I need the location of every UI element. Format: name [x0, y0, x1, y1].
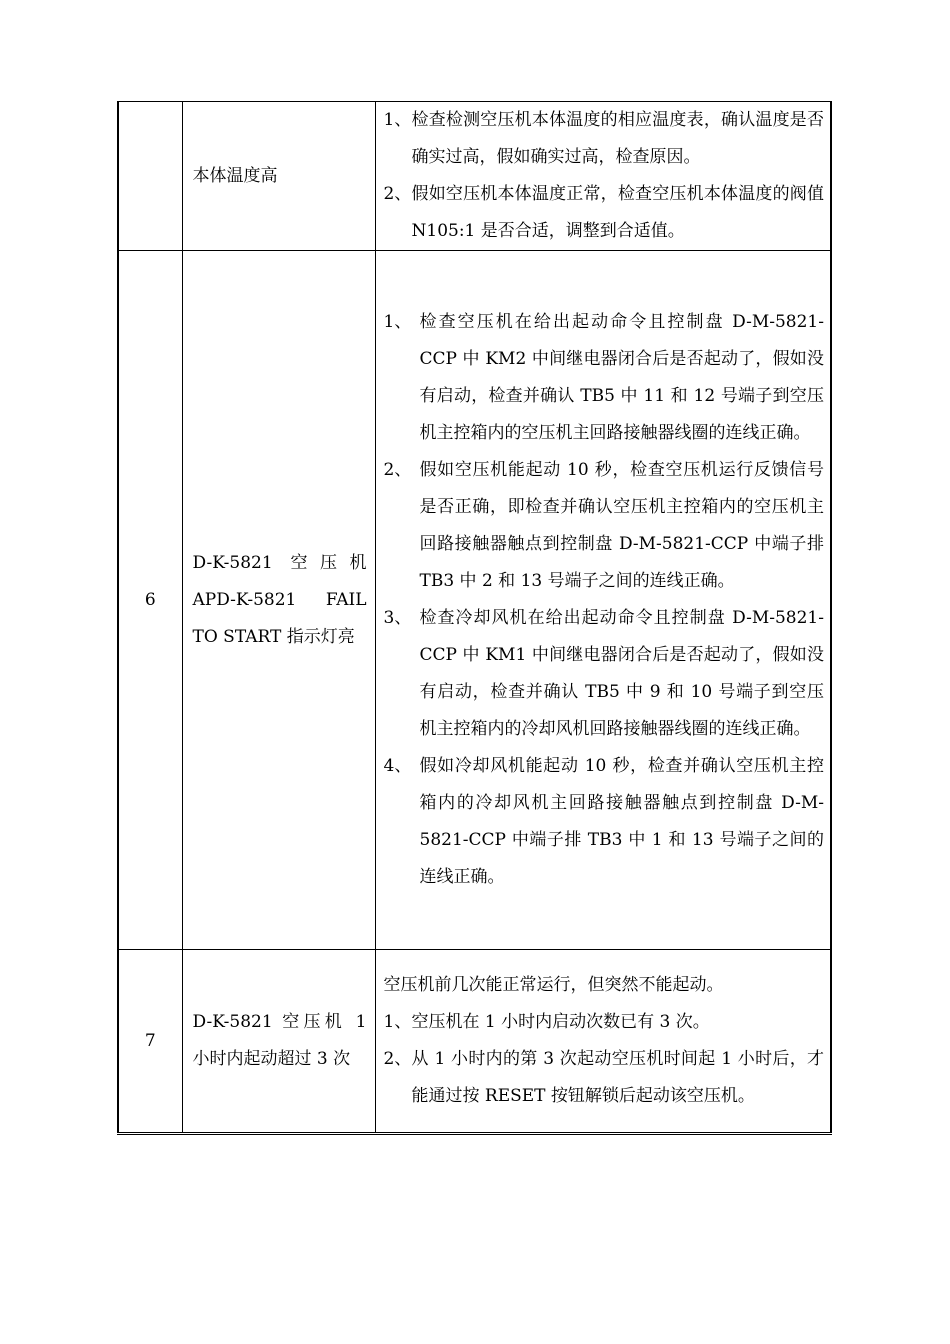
- item-text: 假如冷却风机能起动 10 秒，检查并确认空压机主控箱内的冷却风机主回路接触器触点到控制盘 D-M-5821-CCP 中端子排 TB3 中 1 和 13 号端子之间的连线正确。: [419, 756, 824, 887]
- item-marker: 1、: [383, 312, 412, 332]
- item-text: 假如空压机本体温度正常，检查空压机本体温度的阀值 N105:1 是否合适，调整到合适值。: [411, 184, 824, 241]
- fault-table: [117, 101, 832, 1135]
- item-text: 检查空压机在给出起动命令且控制盘 D-M-5821-CCP 中 KM2 中间继电器闭合后是否起动了，假如没有启动，检查并确认 TB5 中 11 和 12 号端子到空压机主控箱内的空压机主回路接触器线圈的连线正确。: [419, 312, 824, 443]
- item-marker: 4、: [383, 756, 412, 776]
- table-row: [118, 251, 831, 950]
- fault-description: 本体温度高: [182, 102, 375, 251]
- row-number: 7: [118, 950, 182, 1134]
- item-text: 从 1 小时内的第 3 次起动空压机时间起 1 小时后，才能通过按 RESET 按钮解锁后起动该空压机。: [411, 1049, 824, 1106]
- item-text: 空压机在 1 小时内启动次数已有 3 次。: [411, 1012, 710, 1032]
- action-item: [384, 176, 825, 250]
- item-marker: 1、: [383, 1012, 412, 1032]
- action-item: [384, 102, 825, 176]
- table-row: [118, 102, 831, 251]
- action-intro: 空压机前几次能正常运行，但突然不能起动。: [383, 975, 724, 995]
- table-row: [118, 950, 831, 1134]
- action-item: [384, 1004, 825, 1041]
- fault-description: D-K-5821 空压机 APD-K-5821 FAIL TO START 指示灯亮: [182, 251, 375, 950]
- fault-description: D-K-5821 空压机 1 小时内起动超过 3 次: [182, 950, 375, 1134]
- action-item: [384, 452, 825, 600]
- item-marker: 3、: [383, 608, 412, 628]
- item-marker: 2、: [383, 184, 412, 204]
- action-item: [384, 748, 825, 896]
- action-item: [384, 600, 825, 748]
- row-number: 6: [118, 251, 182, 950]
- action-cell: [375, 102, 831, 251]
- item-marker: 1、: [383, 110, 412, 130]
- item-text: 检查冷却风机在给出起动命令且控制盘 D-M-5821-CCP 中 KM1 中间继电器闭合后是否起动了，假如没有启动，检查并确认 TB5 中 9 和 10 号端子到空压机主控箱内的冷却风机回路接触器线圈的连线正确。: [419, 608, 824, 739]
- item-text: 检查检测空压机本体温度的相应温度表，确认温度是否确实过高，假如确实过高，检查原因。: [411, 110, 824, 167]
- action-cell: [375, 950, 831, 1134]
- item-text: 假如空压机能起动 10 秒，检查空压机运行反馈信号是否正确，即检查并确认空压机主控箱内的空压机主回路接触器触点到控制盘 D-M-5821-CCP 中端子排 TB3 中 2 和 13 号端子之间的连线正确。: [419, 460, 824, 591]
- action-cell: [375, 251, 831, 950]
- item-marker: 2、: [383, 460, 412, 480]
- row-number: [118, 102, 182, 251]
- action-item: [384, 304, 825, 452]
- action-item: [384, 1041, 825, 1115]
- item-marker: 2、: [383, 1049, 412, 1069]
